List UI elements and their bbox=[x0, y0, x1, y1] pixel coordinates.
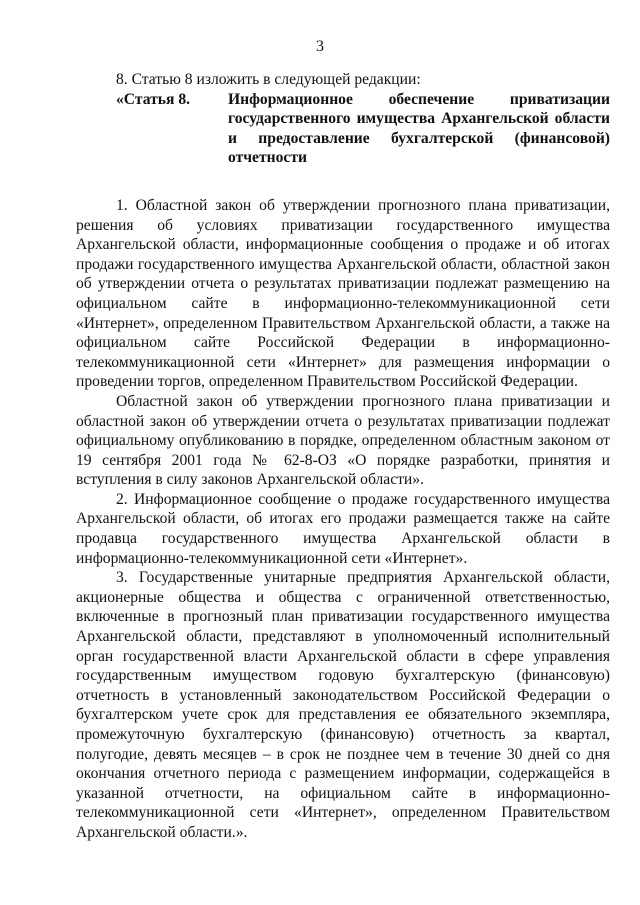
paragraph-4: 3. Государственные унитарные предприятия Архангельской области, акционерные общества и общества с ограниченной ответственностью, включенные в прогнозный план приватизации государственного имущества Архангельской области, представляют в уполномоченный исполнительный орган государственной власти Архангельской области в сфере управления государственным имуществом годовую бухгалтерскую (финансовую) отчетность в установленный законодательством Российской Федерации о бухгалтерском учете срок для представления ее обязательного экземпляра, промежуточную бухгалтерскую (финансовую) отчетность за квартал, полугодие, девять месяцев – в срок не позднее чем в течение 30 дней со дня окончания отчетного периода с размещением информации, содержащейся в указанной отчетности, на официальном сайте в информационно-телекоммуникационной сети «Интернет», определенном Правительством Архангельской области.». bbox=[76, 569, 610, 841]
article-label: «Статья 8. bbox=[116, 90, 191, 108]
document-body bbox=[76, 70, 610, 843]
article-heading bbox=[76, 90, 610, 168]
article-title: Информационное обеспечение приватизации государственного имущества Архангельской области и предоставление бухгалтерской (финансовой) отчетности bbox=[228, 90, 610, 167]
amendment-intro: 8. Статью 8 изложить в следующей редакции: bbox=[116, 71, 421, 88]
paragraph-1: 1. Областной закон об утверждении прогнозного плана приватизации, решения об условиях приватизации государственного имущества Архангельской области, информационные сообщения о продаже и об итогах продажи государственного имущества Архангельской области, областной закон об утверждении отчета о результатах приватизации подлежат размещению на официальном сайте в информационно-телекоммуникационной сети «Интернет», определенном Правительством Архангельской области, а также на официальном сайте Российской Федерации в информационно-телекоммуникационной сети «Интернет» для размещения информации о проведении торгов, определенном Правительством Российской Федерации. bbox=[76, 196, 610, 391]
page-number: 3 bbox=[316, 38, 324, 55]
paragraph-3: 2. Информационное сообщение о продаже государственного имущества Архангельской области, об итогах его продажи размещается также на сайте продавца государственного имущества Архангельской области в информационно-телекоммуникационной сети «Интернет». bbox=[76, 490, 610, 567]
paragraph-2: Областной закон об утверждении прогнозного плана приватизации и областной закон об утверждении отчета о результатах приватизации подлежат официальному опубликованию в порядке, определенном областным законом от 19 сентября 2001 года № 62-8-ОЗ «О порядке разработки, принятия и вступления в силу законов Архангельской области». bbox=[76, 392, 610, 489]
